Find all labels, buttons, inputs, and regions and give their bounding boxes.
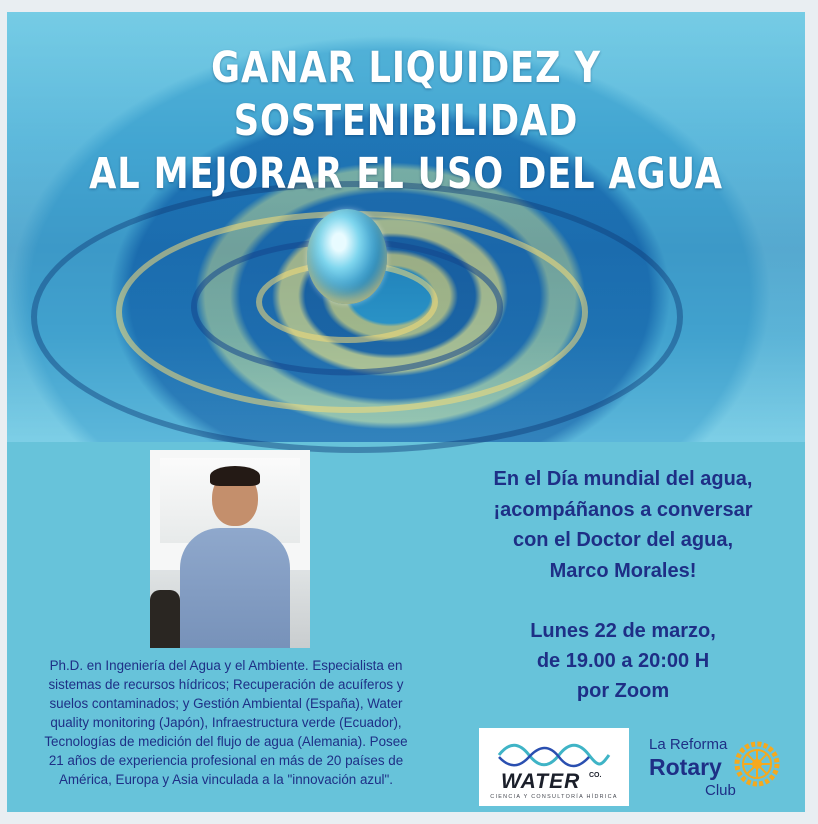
bio-line: 21 años de experiencia profesional en más de 20 países de (48, 753, 404, 768)
bio-line: quality monitoring (Japón), Infraestructura verde (Ecuador), (50, 715, 402, 730)
title-line: AL MEJORAR EL USO DEL AGUA (89, 149, 723, 199)
bio-line: Tecnologías de medición del flujo de agua (Alemania). Posee (44, 734, 408, 749)
poster-title (79, 42, 733, 201)
rotary-line2: Rotary (649, 754, 722, 780)
water-logo-name: WATER (501, 770, 581, 793)
water-logo-suffix: CO. (589, 772, 602, 779)
rotary-line3: Club (705, 782, 736, 799)
water-drop-image (7, 12, 805, 442)
water-drop (307, 209, 387, 304)
event-schedule (443, 616, 803, 706)
title-line: GANAR LIQUIDEZ Y SOSTENIBILIDAD (211, 43, 601, 146)
bio-line: Ph.D. en Ingeniería del Agua y el Ambiente. Especialista en (49, 658, 403, 673)
bio-line: sistemas de recursos hídricos; Recuperación de acuíferos y (48, 677, 404, 692)
event-poster (7, 12, 805, 812)
water-logo-tagline: CIENCIA Y CONSULTORÍA HÍDRICA (490, 794, 618, 800)
event-invitation (443, 464, 803, 586)
rotary-club-logo (645, 734, 795, 804)
speaker-bio (24, 656, 428, 789)
schedule-line: Lunes 22 de marzo, (530, 620, 716, 642)
rotary-line1: La Reforma (649, 736, 728, 753)
water-wave-logo (497, 740, 611, 770)
schedule-line: por Zoom (576, 680, 670, 702)
invite-line: con el Doctor del agua, (512, 529, 734, 551)
bio-line: América, Europa y Asia vinculada a la "innovación azul". (58, 772, 394, 787)
rotary-wheel-icon (733, 740, 781, 788)
speaker-photo (150, 450, 310, 648)
water-co-logo (479, 728, 629, 806)
schedule-line: de 19.00 a 20:00 H (536, 650, 710, 672)
invite-line: En el Día mundial del agua, (493, 468, 753, 490)
invite-line: Marco Morales! (549, 559, 697, 582)
invite-line: ¡acompáñanos a conversar (493, 498, 753, 521)
bio-line: suelos contaminados; y Gestión Ambiental (España), Water (49, 696, 403, 711)
